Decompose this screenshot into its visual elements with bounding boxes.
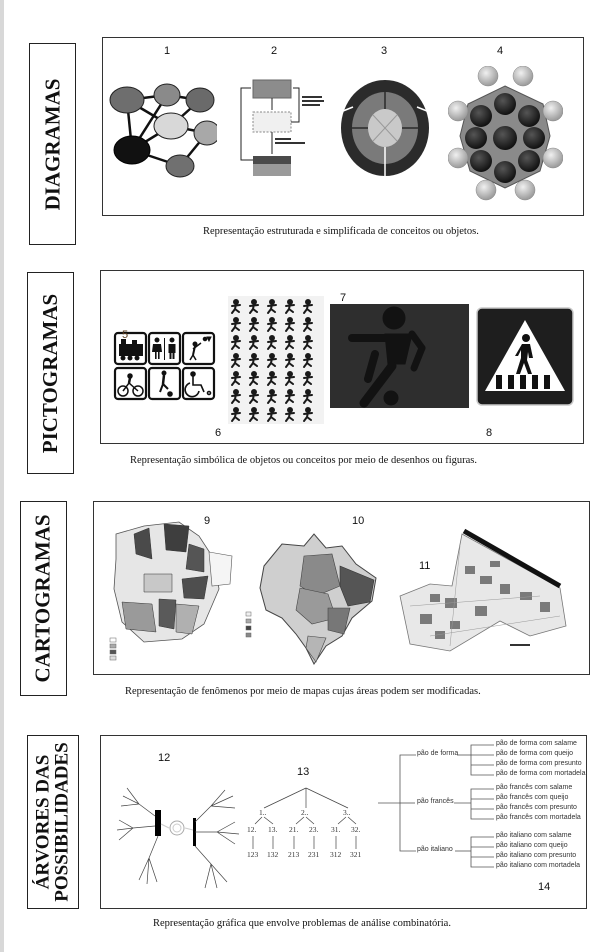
tree-node: 3.. xyxy=(343,808,351,817)
tree-leaf: pão de forma com mortadela xyxy=(496,770,586,777)
radial-tree xyxy=(115,784,241,894)
tree-node: 23. xyxy=(309,825,319,834)
figure-number: 11 xyxy=(419,560,431,572)
figure-number: 7 xyxy=(340,292,347,304)
tree-leaf: pão francês com salame xyxy=(496,784,573,791)
tree-leaf: 231 xyxy=(308,850,320,859)
section-title-line1: ÁRVORES DAS xyxy=(33,754,55,890)
tree-leaf: 132 xyxy=(267,850,279,859)
tree-leaf: 312 xyxy=(330,850,342,859)
tree-leaf: 123 xyxy=(247,850,259,859)
figure-number: 12 xyxy=(158,752,171,764)
tree-leaf: pão francês com mortadela xyxy=(496,814,581,821)
section-caption: Representação gráfica que envolve problemas de análise combinatória. xyxy=(153,918,451,929)
section-caption: Representação simbólica de objetos ou conceitos por meio de desenhos ou figuras. xyxy=(130,455,477,466)
tree-leaf: pão italiano com queijo xyxy=(496,842,568,849)
figure-number: 10 xyxy=(352,515,365,527)
pedestrian-crossing-sign xyxy=(476,307,574,406)
section-caption: Representação de fenômenos por meio de mapas cujas áreas podem ser modificadas. xyxy=(125,686,481,697)
section-title: DIAGRAMAS xyxy=(40,78,64,210)
section-caption: Representação estruturada e simplificada de conceitos ou objetos. xyxy=(203,226,479,237)
tree-leaf: pão italiano com presunto xyxy=(496,852,577,859)
section-label-arvores xyxy=(27,735,79,909)
tree-leaf: pão italiano com mortadela xyxy=(496,862,581,869)
sandwich-tree-lines xyxy=(378,741,498,881)
figures-panel-cartogramas xyxy=(93,501,590,675)
tree-node: 12. xyxy=(247,825,257,834)
section-label-diagramas xyxy=(29,43,76,245)
tree-branch: pão de forma xyxy=(417,750,459,757)
section-title: PICTOGRAMAS xyxy=(38,293,62,453)
brazil-regions-map xyxy=(244,526,379,666)
tree-node: 2.. xyxy=(301,808,309,817)
tree-node: 21. xyxy=(289,825,299,834)
figure-number: 8 xyxy=(486,427,493,439)
network-diagram xyxy=(107,78,217,178)
figure-number: 13 xyxy=(297,766,310,778)
figure-number: 9 xyxy=(204,515,211,527)
section-label-cartogramas xyxy=(20,501,67,696)
figure-number: 5 xyxy=(122,329,129,341)
tree-node: 1.. xyxy=(259,808,267,817)
soccer-player-pictogram xyxy=(330,292,469,408)
tree-node: 13. xyxy=(268,825,278,834)
figure-number: 2 xyxy=(271,45,278,57)
tree-node: 32. xyxy=(351,825,361,834)
urban-area-map xyxy=(390,526,576,661)
figures-panel-pictogramas xyxy=(100,270,584,444)
sports-pictograms-grid xyxy=(228,296,324,424)
page-edge xyxy=(0,0,4,952)
figure-number: 6 xyxy=(215,427,222,439)
bubble-diagram xyxy=(448,66,563,201)
tree-leaf: 213 xyxy=(288,850,300,859)
tree-leaf: pão francês com presunto xyxy=(496,804,577,811)
tree-leaf: pão de forma com presunto xyxy=(496,760,582,767)
tree-leaf: pão de forma com queijo xyxy=(496,750,574,757)
figure-number: 3 xyxy=(381,45,388,57)
city-districts-map xyxy=(104,514,234,664)
tree-leaf: pão italiano com salame xyxy=(496,832,572,839)
figures-panel-diagramas xyxy=(102,37,584,216)
tree-node: 31. xyxy=(331,825,341,834)
section-label-pictogramas xyxy=(27,272,74,474)
tree-leaf: pão francês com queijo xyxy=(496,794,569,801)
tree-branch: pão italiano xyxy=(417,846,453,853)
figure-number: 14 xyxy=(538,881,551,893)
figure-number: 4 xyxy=(497,45,504,57)
tree-leaf: pão de forma com salame xyxy=(496,740,577,747)
section-title: CARTOGRAMAS xyxy=(31,514,55,683)
tree-leaf: 321 xyxy=(350,850,362,859)
flowchart-diagram xyxy=(233,76,328,181)
figures-panel-arvores xyxy=(100,735,587,909)
public-signs-pictograms xyxy=(113,331,217,401)
section-title xyxy=(34,742,72,901)
circular-diagram xyxy=(340,78,430,178)
tree-branch: pão francês xyxy=(417,798,454,805)
figure-number: 1 xyxy=(164,45,171,57)
section-title-line2: POSSIBILIDADES xyxy=(52,742,74,902)
